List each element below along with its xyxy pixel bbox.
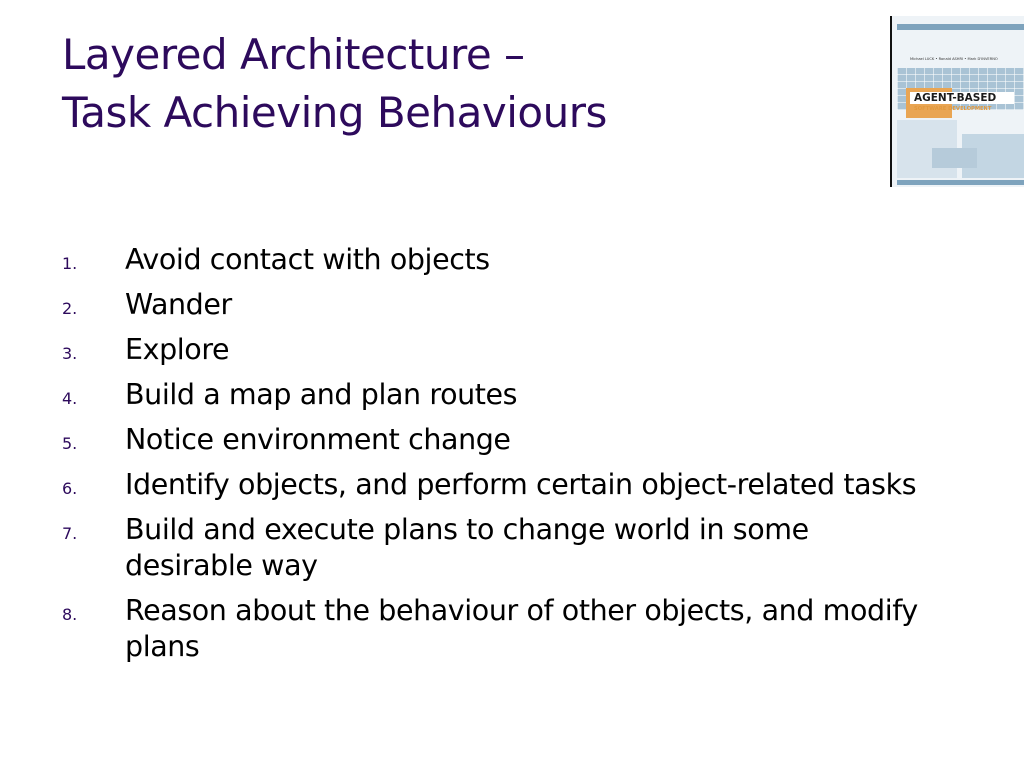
list-item <box>62 422 942 458</box>
cover-authors: Michael LUCK • Ronald ASHRI • Mark D'INVERNO <box>910 57 998 61</box>
list-text: Explore <box>125 333 230 366</box>
slide-title-line-1: Layered Architecture – <box>62 30 525 79</box>
list-text: Build and execute plans to change world in some desirable way <box>125 513 809 582</box>
list-text: Avoid contact with objects <box>125 243 490 276</box>
list-item <box>62 467 942 503</box>
list-text: Reason about the behaviour of other objects, and modify plans <box>125 594 918 663</box>
cover-band-top <box>897 24 1024 30</box>
list-text: Build a map and plan routes <box>125 378 518 411</box>
list-item <box>62 287 942 323</box>
list-item <box>62 377 942 413</box>
cover-subtitle: SOFTWARE DEVELOPMENT <box>914 106 992 112</box>
cover-band-bottom <box>897 180 1024 185</box>
list-item <box>62 512 942 584</box>
list-number: 4. <box>62 389 78 408</box>
behaviour-list <box>62 242 942 674</box>
list-text: Identify objects, and perform certain object-related tasks <box>125 468 917 501</box>
list-number: 8. <box>62 605 78 624</box>
list-item <box>62 332 942 368</box>
list-number: 6. <box>62 479 78 498</box>
cover-title: AGENT-BASED <box>914 92 997 104</box>
list-item <box>62 242 942 278</box>
list-number: 7. <box>62 524 78 543</box>
cover-block <box>932 148 977 168</box>
list-number: 1. <box>62 254 78 273</box>
list-text: Notice environment change <box>125 423 511 456</box>
list-number: 2. <box>62 299 78 318</box>
slide-title-line-2: Task Achieving Behaviours <box>62 88 607 137</box>
slide-title <box>62 26 607 142</box>
list-text: Wander <box>125 288 232 321</box>
book-cover-image <box>890 16 1024 187</box>
list-number: 5. <box>62 434 78 453</box>
list-item <box>62 593 942 665</box>
list-number: 3. <box>62 344 78 363</box>
